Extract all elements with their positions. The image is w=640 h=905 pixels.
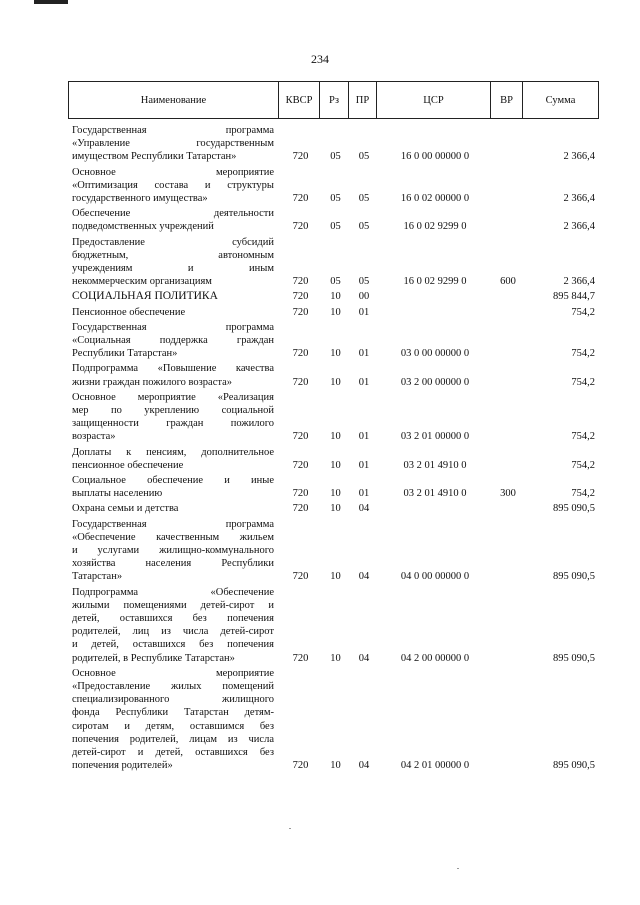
row-csr: 03 2 00 00000 0	[400, 376, 470, 388]
row-csr: 03 2 01 4910 0	[403, 488, 467, 500]
row-kvsr: 720	[292, 459, 309, 471]
row-rz: 05	[330, 192, 341, 204]
row-kvsr: 720	[292, 488, 309, 500]
row-rz: 10	[330, 431, 341, 443]
row-name-line: подведомственных учреждений	[72, 221, 214, 233]
row-name-line: жилыми помещениями детей-сирот и	[72, 599, 274, 611]
row-csr: 16 0 02 00000 0	[400, 192, 470, 204]
row-kvsr: 720	[292, 221, 309, 233]
row-pr: 01	[358, 306, 370, 318]
row-pr: 01	[358, 488, 370, 500]
row-kvsr: 720	[292, 276, 309, 288]
row-name-line: учреждениям и иным	[72, 262, 274, 274]
row-name	[72, 586, 274, 665]
row-name-line: имуществом Республики Татарстан»	[72, 151, 237, 163]
row-name-line: Доплаты к пенсиям, дополнительное	[72, 446, 274, 458]
row-name-line: Подпрограмма «Повышение качества	[72, 363, 274, 375]
table-row	[0, 207, 640, 233]
table-row	[0, 124, 640, 164]
row-csr: 16 0 00 00000 0	[400, 151, 470, 163]
row-csr: 04 2 00 00000 0	[400, 652, 470, 664]
row-name	[72, 124, 274, 164]
row-name-line: Обеспечение деятельности	[72, 208, 274, 220]
row-sum: 754,2	[571, 348, 595, 360]
row-vr: 600	[500, 276, 516, 288]
row-sum: 754,2	[571, 488, 595, 500]
header-vr: ВР	[491, 82, 523, 119]
row-rz: 10	[330, 348, 341, 360]
row-pr: 04	[358, 760, 370, 772]
row-rz: 10	[330, 503, 341, 515]
header-name: Наименование	[69, 82, 279, 119]
table-row	[0, 518, 640, 584]
row-name-line: возраста»	[72, 431, 116, 443]
row-name-line: Государственная программа	[72, 321, 274, 333]
row-rz: 10	[330, 306, 341, 318]
row-name-line: Пенсионное обеспечение	[72, 306, 186, 318]
row-name-line: попечения родителей, лицам из числа	[72, 733, 274, 745]
row-kvsr: 720	[292, 348, 309, 360]
row-pr: 05	[358, 276, 370, 288]
row-kvsr: 720	[292, 151, 309, 163]
row-kvsr: 720	[292, 652, 309, 664]
header-pr: ПР	[349, 82, 377, 119]
row-name-line: Подпрограмма «Обеспечение	[72, 586, 274, 598]
table-row	[0, 290, 640, 303]
row-name	[72, 518, 274, 584]
row-sum: 2 366,4	[563, 192, 595, 204]
row-name	[72, 474, 274, 500]
row-name-line: жизни граждан пожилого возраста»	[72, 376, 232, 388]
table-row	[0, 166, 640, 206]
row-name-line: Социальное обеспечение и иные	[72, 475, 274, 486]
row-name	[72, 306, 274, 319]
row-name	[72, 290, 274, 303]
row-name-line: Татарстан»	[72, 571, 123, 583]
row-name-line: Основное мероприятие	[72, 667, 274, 679]
row-pr: 04	[358, 503, 370, 515]
row-pr: 01	[358, 431, 370, 443]
row-name-line: «Социальная поддержка граждан	[72, 334, 274, 346]
table-row	[0, 502, 640, 515]
row-kvsr: 720	[292, 291, 309, 303]
table-row	[0, 474, 640, 500]
row-pr: 01	[358, 348, 370, 360]
row-name-line: родителей, лиц из числа детей-сирот	[72, 626, 274, 638]
row-name	[72, 391, 274, 444]
row-sum: 2 366,4	[563, 151, 595, 163]
row-rz: 05	[330, 221, 341, 233]
table-row	[0, 236, 640, 289]
row-csr: 16 0 02 9299 0	[403, 276, 467, 288]
row-name-line: и услугами жилищно-коммунального	[72, 544, 274, 556]
row-sum: 754,2	[571, 459, 595, 471]
row-name	[72, 502, 274, 515]
row-pr: 05	[358, 221, 370, 233]
row-name-line: хозяйства населения Республики	[72, 558, 274, 570]
row-name-line: «Оптимизация состава и структуры	[72, 179, 274, 191]
table-row	[0, 391, 640, 444]
row-kvsr: 720	[292, 760, 309, 772]
row-csr: 03 0 00 00000 0	[400, 348, 470, 360]
row-vr: 300	[500, 488, 516, 500]
row-name	[72, 166, 274, 206]
row-name-line: выплаты населению	[72, 488, 163, 500]
row-sum: 754,2	[571, 376, 595, 388]
row-pr: 00	[358, 291, 370, 303]
row-kvsr: 720	[292, 571, 309, 583]
row-rz: 10	[330, 652, 341, 664]
row-kvsr: 720	[292, 431, 309, 443]
row-name	[72, 446, 274, 472]
row-name-line: Государственная программа	[72, 518, 274, 530]
row-rz: 05	[330, 276, 341, 288]
row-rz: 10	[330, 488, 341, 500]
row-name-line: Основное мероприятие «Реализация	[72, 391, 274, 403]
row-sum: 2 366,4	[563, 221, 595, 233]
row-sum: 895 090,5	[553, 503, 595, 515]
header-csr: ЦСР	[377, 82, 491, 119]
row-sum: 895 090,5	[553, 652, 595, 664]
row-name-line: детей-сирот и детей, оставшихся без	[72, 746, 274, 758]
row-rz: 10	[330, 571, 341, 583]
row-sum: 895 090,5	[553, 760, 595, 772]
row-name-line: фонда Республики Татарстан детям-	[72, 707, 274, 719]
row-name-line: сиротам и детям, оставшимся без	[72, 720, 274, 732]
row-name-line: бюджетным, автономным	[72, 249, 274, 261]
row-rz: 10	[330, 459, 341, 471]
row-pr: 04	[358, 571, 370, 583]
row-kvsr: 720	[292, 376, 309, 388]
row-name-line: Республики Татарстан»	[72, 348, 178, 360]
row-name-line: детей, оставшихся без попечения	[72, 612, 274, 624]
row-name-line: Охрана семьи и детства	[72, 503, 179, 515]
row-kvsr: 720	[292, 503, 309, 515]
row-kvsr: 720	[292, 306, 309, 318]
header-sum: Сумма	[523, 82, 599, 119]
row-csr: 03 2 01 4910 0	[403, 459, 467, 471]
header-rz: Рз	[320, 82, 349, 119]
row-sum: 754,2	[571, 431, 595, 443]
row-name-line: Основное мероприятие	[72, 166, 274, 178]
row-name-line: специализированного жилищного	[72, 694, 274, 706]
row-csr: 16 0 02 9299 0	[403, 221, 467, 233]
row-csr: 03 2 01 00000 0	[400, 431, 470, 443]
row-name-line: Государственная программа	[72, 125, 274, 136]
header-kvsr: КВСР	[279, 82, 320, 119]
row-sum: 2 366,4	[563, 276, 595, 288]
row-name-line: мер по укреплению социальной	[72, 404, 274, 416]
row-name-line: некоммерческим организациям	[72, 276, 212, 288]
scan-speck	[457, 868, 459, 869]
row-name-line: защищенности граждан пожилого	[72, 418, 274, 430]
row-kvsr: 720	[292, 192, 309, 204]
table-row	[0, 586, 640, 665]
row-pr: 05	[358, 151, 370, 163]
scan-speck	[289, 828, 291, 829]
table-row	[0, 362, 640, 388]
table-row	[0, 446, 640, 472]
row-rz: 05	[330, 151, 341, 163]
row-name-line: СОЦИАЛЬНАЯ ПОЛИТИКА	[72, 290, 218, 303]
table-row	[0, 667, 640, 773]
row-sum: 754,2	[571, 306, 595, 318]
row-name-line: Предоставление субсидий	[72, 236, 274, 248]
row-rz: 10	[330, 760, 341, 772]
row-name-line: «Обеспечение качественным жильем	[72, 531, 274, 543]
table-row	[0, 306, 640, 319]
row-name	[72, 667, 274, 773]
row-name-line: «Предоставление жилых помещений	[72, 680, 274, 692]
row-pr: 04	[358, 652, 370, 664]
row-name-line: попечения родителей»	[72, 760, 173, 772]
row-name-line: государственного имущества»	[72, 192, 208, 204]
row-rz: 10	[330, 291, 341, 303]
row-name-line: родителей, в Республике Татарстан»	[72, 652, 235, 664]
row-pr: 01	[358, 459, 370, 471]
row-pr: 05	[358, 192, 370, 204]
table-row	[0, 321, 640, 361]
row-name-line: пенсионное обеспечение	[72, 459, 184, 471]
row-name	[72, 362, 274, 388]
page-number: 234	[311, 52, 329, 66]
row-rz: 10	[330, 376, 341, 388]
row-name-line: и детей, оставшихся без попечения	[72, 639, 274, 651]
row-name	[72, 321, 274, 361]
row-sum: 895 844,7	[553, 291, 595, 303]
row-name	[72, 207, 274, 233]
row-csr: 04 0 00 00000 0	[400, 571, 470, 583]
row-name-line: «Управление государственным	[72, 138, 274, 150]
row-sum: 895 090,5	[553, 571, 595, 583]
row-name	[72, 236, 274, 289]
row-csr: 04 2 01 00000 0	[400, 760, 470, 772]
row-pr: 01	[358, 376, 370, 388]
